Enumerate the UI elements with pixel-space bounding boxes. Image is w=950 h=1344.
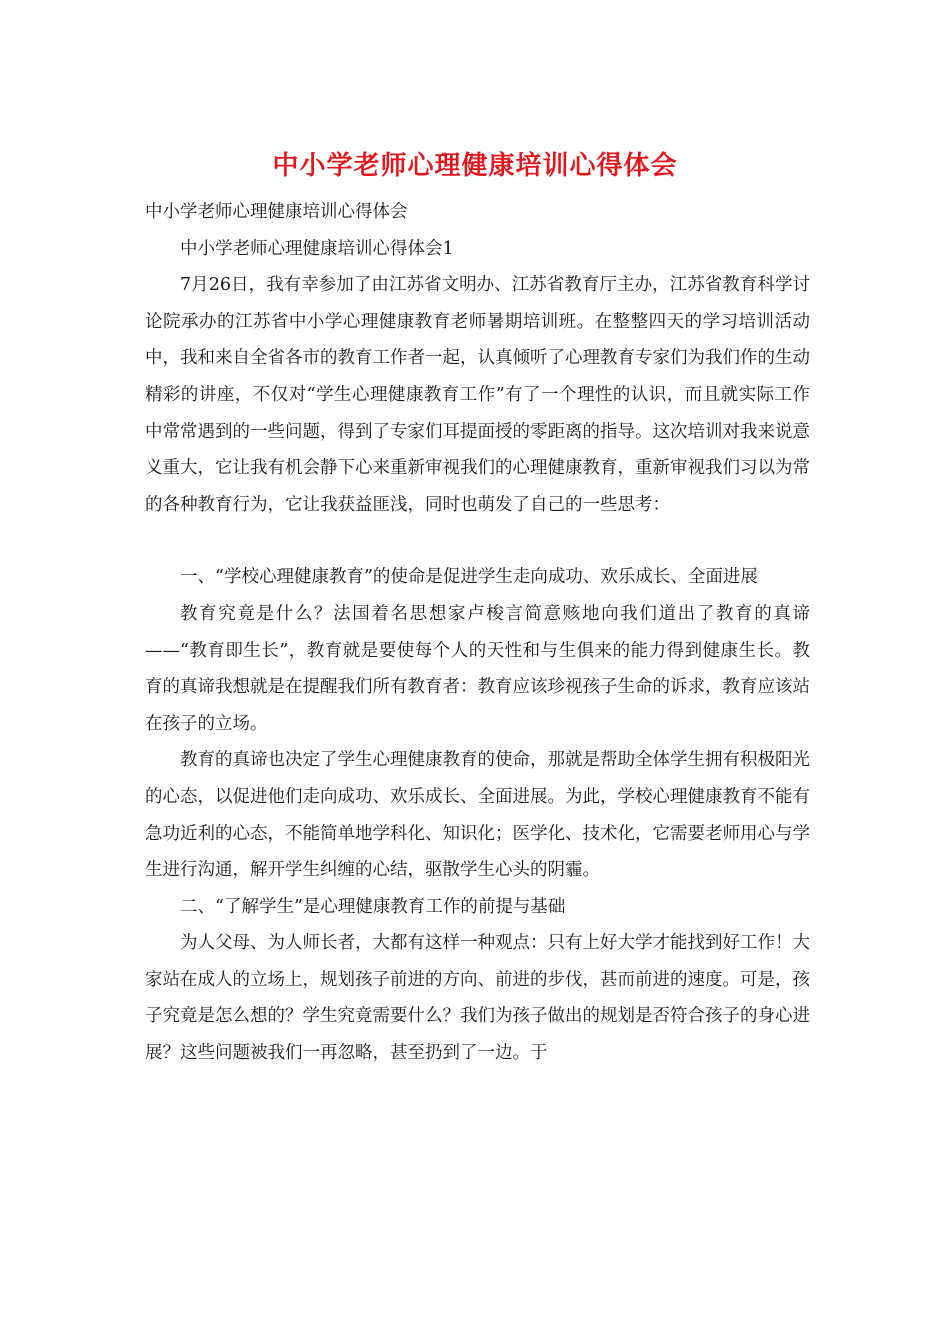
- paragraph-education-essence: 教育究竟是什么？法国着名思想家卢梭言简意赅地向我们道出了教育的真谛——“教育即生长”，教育就是要使每个人的天性和与生俱来的能力得到健康生长。教育的真谛我想就是在提醒我们所有教育者：教育应该珍视孩子生命的诉求，教育应该站在孩子的立场。: [145, 603, 810, 734]
- document-subtitle: 中小学老师心理健康培训心得体会: [145, 202, 408, 222]
- heading-one: 一、“学校心理健康教育”的使命是促进学生走向成功、欢乐成长、全面进展: [180, 567, 758, 588]
- paragraph-understand-students: 为人父母、为人师长者，大都有这样一种观点：只有上好大学才能找到好工作！大家站在成人的立场上，规划孩子前进的方向、前进的步伐，甚而前进的速度。可是，孩子究竟是怎么想的？学生究竟需要什么？我们为孩子做出的规划是否符合孩子的身心进展？这些问题被我们一再忽略，甚至扔到了一边。于: [145, 933, 810, 1064]
- paragraph-intro: 7月26日，我有幸参加了由江苏省文明办、江苏省教育厅主办，江苏省教育科学讨论院承办的江苏省中小学心理健康教育老师暑期培训班。在整整四天的学习培训活动中，我和来自全省各市的教育工作者一起，认真倾听了心理教育专家们为我们作的生动精彩的讲座，不仅对“学生心理健康教育工作”有了一个理性的认识，而且就实际工作中常常遇到的一些问题，得到了专家们耳提面授的零距离的指导。这次培训对我来说意义重大，它让我有机会静下心来重新审视我们的心理健康教育，重新审视我们习以为常的各种教育行为，它让我获益匪浅，同时也萌发了自己的一些思考：: [145, 275, 810, 515]
- paragraph-gap: [145, 523, 810, 559]
- heading-two: 二、“了解学生”是心理健康教育工作的前提与基础: [180, 896, 566, 917]
- document-title: 中小学老师心理健康培训心得体会: [272, 151, 678, 181]
- document-body: [145, 194, 810, 1072]
- paragraph-mission: 教育的真谛也决定了学生心理健康教育的使命，那就是帮助全体学生拥有积极阳光的心态，以促进他们走向成功、欢乐成长、全面进展。为此，学校心理健康教育不能有急功近利的心态，不能简单地学科化、知识化；医学化、技术化，它需要老师用心与学生进行沟通，解开学生纠缠的心结，驱散学生心头的阴霾。: [145, 750, 810, 881]
- section-heading: 中小学老师心理健康培训心得体会1: [180, 238, 454, 259]
